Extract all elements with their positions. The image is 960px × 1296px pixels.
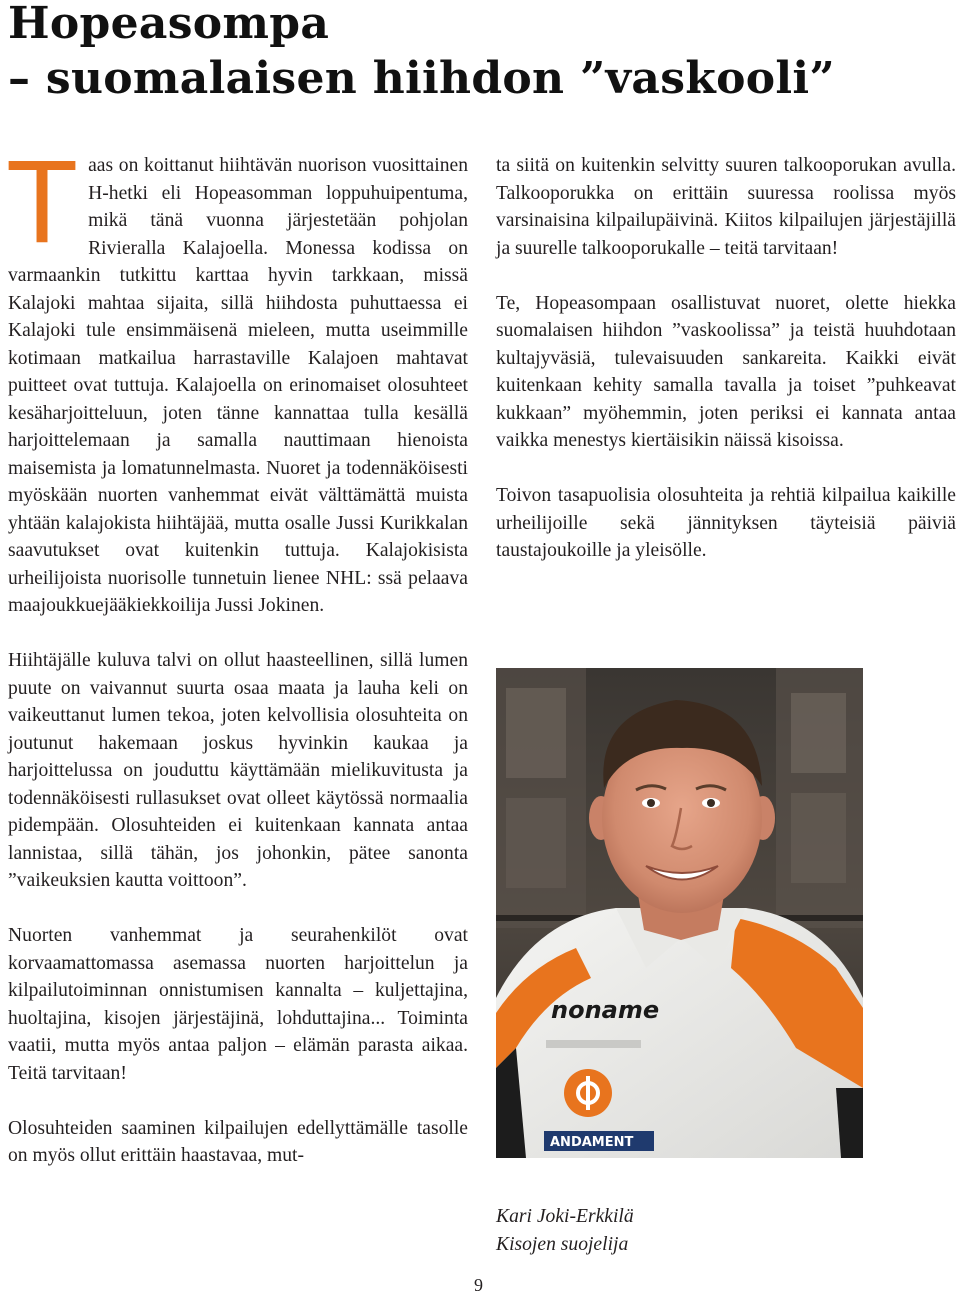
page-number: 9 [474, 1275, 483, 1295]
jacket-brand-text: noname [551, 996, 660, 1024]
title-line-1: Hopeasompa [8, 0, 330, 49]
paragraph-conditions: Olosuhteiden saaminen kilpailujen edellyttämälle tasolle on myös ollut erittäin haastavaa, mut- [8, 1117, 468, 1166]
title-line-2: – suomalaisen hiihdon ”vaskooli” [8, 53, 836, 104]
intro-text: aas on koittanut hiihtävän nuorison vuosittainen H-hetki eli Hopeasomman loppuhuipentuma, mikä tänä vuonna järjestetään pohjolan Rivieralla Kalajoella. Monessa kodissa on varmaankin tutkittu karttaa hyvin tarkkaan, missä Kalajoki mahtaa sijaita, sillä hiihdosta puhuttaessa ei Kalajoki tule ensimmäisenä mieleen, mutta useimmille kotimaan matkailua harrastaville Kalajoen mahtavat puitteet ovat tuttuja. Kalajoella on erinomaiset olosuhteet kesäharjoitteluun, joten tänne kannattaa tulla kesällä harjoittelemaan ja samalla nauttimaan hienoista maisemista ja lomatunnelmasta. Nuoret ja todennäköisesti myöskään nuorten vanhemmat eivät välttämättä muista yhtään kalajokista hiihtäjää, mutta osalle Jussi Kurikkalan saavutukset ovat kuitenkin tuttuja. Kalajokisista urheilijoista nuorisolle tunnetuin lienee NHL: ssä pelaava maajoukkuejääkiekkoilija Jussi Jokinen. [8, 155, 468, 616]
drop-cap: T [6, 136, 79, 268]
caption-name: Kari Joki-Erkkilä [496, 1206, 634, 1227]
paragraph-winter: Hiihtäjälle kuluva talvi on ollut haasteellinen, sillä lumen puute on vaivannut suurta osaa maata ja lauha keli on vaikeuttanut lumen tekoa, joten kelvollisia olosuhteita on joutunut hakemaan joskus hyvinkin kaukaa ja harjoittelussa on jouduttu käyttämään mielikuvitusta ja todennäköisesti rullasukset ovat olleet käytössä normaalia pidempään. Olosuhteiden ei kuitenkaan kannata antaa lannistaa, sillä tähän, jos johonkin, pätee sanonta ”vaikeuksien kautta voittoon”. [8, 650, 468, 891]
article-title [8, 0, 835, 106]
jacket-sponsor-text: ANDAMENT [550, 1135, 634, 1150]
caption-role: Kisojen suojelija [496, 1234, 629, 1255]
paragraph-youth: Te, Hopeasompaan osallistuvat nuoret, olette hiekka suomalaisen hiihdon ”vaskoolissa” ja teistä huuhdotaan kultajyväsiä, tulevaisuuden sankareita. Kaikki eivät kuitenkaan kehity samalla tavalla ja toiset ”puhkeavat kukkaan” myöhemmin, joten periksi ei kannata antaa vaikka menestys kiertäisikin näissä kisoissa. [496, 292, 956, 451]
portrait-photo [496, 668, 863, 1158]
photo-caption [496, 1203, 634, 1259]
left-column [6, 136, 468, 1170]
paragraph-volunteers: ta siitä on kuitenkin selvitty suuren talkooporukan avulla. Talkooporukka on erittäin suuressa roolissa myös varsinaisina kilpailupäivinä. Kiitos kilpailujen järjestäjillä ja suurelle talkooporukalle – teitä tarvitaan! [496, 155, 956, 259]
paragraph-parents: Nuorten vanhemmat ja seurahenkilöt ovat korvaamattomassa asemassa nuorten harjoittelun ja kilpailutoiminnan onnistumisen kannalta – kuljettajina, huoltajina, kisojen järjestäjinä, lohduttajina... Toiminta vaatii, mutta myös antaa paljon – elämän parasta aikaa. Teitä tarvitaan! [8, 925, 468, 1084]
right-column [496, 152, 956, 565]
paragraph-wishes: Toivon tasapuolisia olosuhteita ja rehtiä kilpailua kaikille urheilijoille sekä jännityksen täyteisiä päiviä taustajoukoille ja yleisölle. [496, 485, 956, 561]
intro-paragraph [6, 136, 468, 620]
